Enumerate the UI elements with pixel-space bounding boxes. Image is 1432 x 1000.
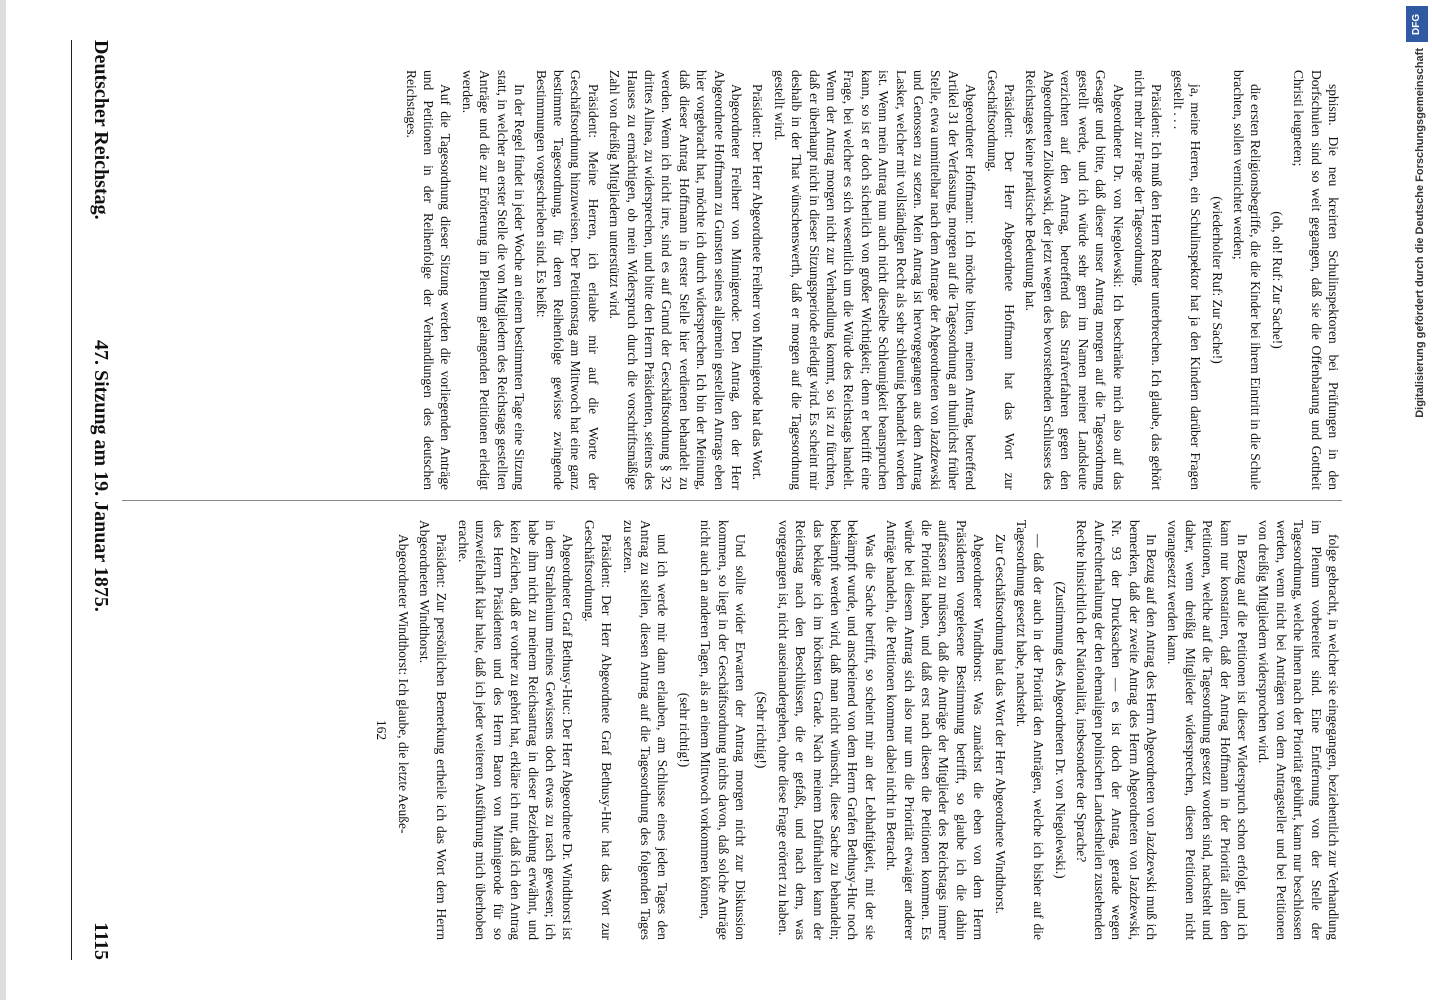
- paragraph: die ersten Religionsbegriffe, die die Kinder bei ihrem Eintritt in die Schule brachten, sollen vernichtet werden;: [1230, 70, 1264, 490]
- paragraph: folge gebracht, in welcher sie eingegangen, beziehentlich zur Verhandlung im Plenum vorbereitet sind. Eine Entfernung von der Stelle der Tagesordnung, welche ihnen nach der Priorität gebührt, kann nur beschlossen werden, wenn nicht bei Anträgen von dem Antragsteller und bei Petitionen von dreißig Mitgliedern widersprochen wird.: [1256, 520, 1341, 940]
- header-title: 47. Sitzung am 19. Januar 1875.: [90, 340, 112, 612]
- paragraph: — daß der auch in der Priorität den Anträgen, welche ich bisher auf die Tagesordnung gesetzt habe, nachsteht.: [1014, 520, 1047, 940]
- header-left: Deutscher Reichstag.: [90, 40, 112, 220]
- paragraph: und ich werde mir dann erlauben, am Schlusse eines jeden Tages den Antrag zu stellen, diesen Antrag auf die Tagesordnung des folgenden Tages zu setzen.: [620, 520, 671, 940]
- interjection: (oh, oh! Ruf: Zur Sache!): [1269, 211, 1285, 349]
- paragraph: Auf die Tagesordnung dieser Sitzung werden die vorliegenden Anträge und Petitionen in der Reihenfolge der Verhandlungen des deutschen Reichstages.: [403, 70, 454, 490]
- header-rule: [71, 40, 72, 960]
- paragraph: In der Regel findet in jeder Woche an einem bestimmten Tage eine Sitzung statt, in welcher an erster Stelle die von Mitgliedern des Reichstags gestellten Anträge und die zur Erörterung im Plenum gelangenden Petitionen erledigt werden.: [459, 70, 528, 490]
- interjection: (Zustimmung des Abgeordneten Dr. von Niegolewski.): [1052, 581, 1068, 879]
- paragraph: Und sollte wider Erwarten der Antrag morgen nicht zur Diskussion kommen, so liegt in der Geschäftsordnung nichts davon, daß solche Anträge nicht auch an anderen Tagen, als an einem Mittwoch vorkommen können,: [698, 520, 748, 940]
- paragraph: Präsident: Zur persönlichen Bemerkung ertheile ich das Wort dem Herrn Abgeordneten Windthorst.: [417, 520, 450, 940]
- paragraph: Abgeordneter Windthorst: Ich glaube, die letzte Aeuße-: [395, 534, 411, 834]
- paragraph: Präsident: Der Herr Abgeordnete Graf Bethusy-Huc hat das Wort zur Geschäftsordnung.: [581, 520, 615, 940]
- paragraph: Abgeordneter Windthorst: Was zunächst die eben von dem Herrn Präsidenten vorgelesene Bestimmung betrifft, so glaube ich die dahin auffassen zu müssen, daß die Anträge der Mitglieder des Reichstags immer die Priorität haben, und daß erst nach diesen die Petitionen kommen. Es würde bei diesem Antrag sich also nur um die Priorität etwaiger anderer Anträge handeln, die Petitionen kommen dabei nicht in Betracht.: [884, 520, 987, 940]
- sheet-number: 162: [374, 719, 390, 741]
- digitization-sidebar: [1402, 0, 1432, 1000]
- paragraph: Abgeordneter Hoffmann: Ich möchte bitten, meinen Antrag, betreffend Artikel 31 der Verfassung, morgen auf die Tagesordnung an thunlichst früher Stelle, etwa unmittelbar nach dem Antrage der Abgeordneten von Jazdzewski und Genossen zu setzen. Mein Antrag ist hervorgegangen aus dem Antrag Lasker, welcher mit vollständigen Recht als sehr schleunig behandelt worden ist. Wenn mein Antrag nun auch nicht dieselbe Schleunigkeit beanspruchen kann, so ist er doch sicherlich von großer Wichtigkeit; denn er betrifft eine Frage, bei welcher es sich wesentlich um die Würde des Reichstags handelt. Wenn der Antrag morgen nicht zur Verhandlung kommt, so ist zu fürchten, daß er überhaupt nicht in dieser Sitzungsperiode erledigt wird. Es scheint mir deshalb in der That wünschenswerth, daß er morgen auf die Tagesordnung gestellt wird.: [771, 70, 979, 490]
- paragraph: Abgeordneter Dr. von Niegolewski: Ich beschränke mich also auf das Gesagte und bitte, daß dieser unser Antrag morgen auf die Tagesordnung gestellt werde, und ich würde sehr gern im Namen meiner Landsleute verzichten auf den Antrag, betreffend das Strafverfahren gegen den Abgeordneten Ziolkowski, der jetzt wegen des bevorstehenden Schlusses des Reichstages keine praktische Bedeutung hat.: [1023, 70, 1126, 490]
- interjection: (Sehr richtig!): [754, 691, 770, 769]
- paragraph: Zur Geschäftsordnung hat das Wort der Herr Abgeordnete Windthorst.: [992, 534, 1008, 914]
- page-number: 1115: [90, 922, 112, 960]
- column-left: [122, 70, 1342, 490]
- digitization-credit: Digitalisierung gefördert durch die Deutsche Forschungsgemeinschaft: [1414, 48, 1426, 418]
- paragraph: ja, meine Herren, ein Schulinspektor hat ja den Kindern darüber Fragen gestellt . . .: [1170, 70, 1204, 490]
- paragraph: In Bezug auf den Antrag des Herrn Abgeordneten von Jazdzewski muß ich bemerken, daß der zweite Antrag des Herrn Abgeordneten von Jazdzewski, Nr. 93 der Drucksachen — es ist doch der Antrag, gerade wegen Aufrechterhaltung der den ehemaligen polnischen Landestheilen zustehenden Rechte hinsichtlich der Nationalität, insbesondere der Sprache?: [1074, 520, 1159, 940]
- paragraph: Präsident: Meine Herren, ich erlaube mir auf die Worte der Geschäftsordnung hinzuweisen. Der Petitionstag am Mittwoch hat eine ganz bestimmte Tagesordnung, für deren Reihenfolge gewisse zwingende Bestimmungen vorgeschrieben sind. Es heißt:: [533, 70, 601, 490]
- paragraph: Präsident: Der Herr Abgeordnete Freiherr von Minnigerode hat das Wort.: [750, 84, 766, 481]
- paragraph: Abgeordneter Freiherr von Minnigerode: Den Antrag, den der Herr Abgeordnete Hoffmann zu Gunsten seines allgemein gestellten Antrags eben hier vorgebracht hat, möchte ich durch widersprechen. Ich bin der Meinung, daß dieser Antrag Hoffmann in erster Stelle hier verdienen behandelt zu werden. Wenn ich nicht irre, sind es auf Grund der Geschäftsordnung § 32 drittes Alinea, zu widersprechen, und bitte den Herrn Präsidenten, seitens des Hauses zu ermächtigen, ob mein Widerspruch durch die vorschriftsmäßige Zahl von dreißig Mitgliedern unterstützt wird.: [607, 70, 744, 490]
- column-divider: [122, 500, 1342, 501]
- dfg-logo: DFG: [1406, 6, 1428, 42]
- paragraph: Was die Sache betrifft, so scheint mir an der Lebhaftigkeit, mit der sie bekämpft wurde, und anscheinend von dem Herrn Grafen Bethusy-Huc noch bekämpft werden wird, daß man nicht wünscht, diese Sache zu behandeln; das beklage ich im höchsten Grade. Nach meinem Dafürhalten kann der Reichstag nach den Beschlüssen, die er gefaßt, und nach dem, was vorgegangen ist, nicht auseinandergehen, ohne diese Frage erörtert zu haben.: [775, 520, 878, 940]
- interjection: (sehr richtig!): [676, 692, 692, 768]
- paragraph: sphism. Die neu kreirten Schulinspektoren bei Prüfungen in den Dorfschulen sind so weit gegangen, daß sie die Offenbarung und Gottheit Christi leugneten;: [1291, 70, 1341, 490]
- paragraph: Präsident: Der Herr Abgeordnete Hoffmann hat das Wort zur Geschäftsordnung.: [984, 70, 1018, 490]
- column-right: [122, 520, 1342, 940]
- interjection: (wiederholter Ruf: Zur Sache!): [1209, 196, 1225, 364]
- paragraph: Präsident: Ich muß den Herrn Redner unterbrechen. Ich glaube, das gehört nicht mehr zur Frage der Tagesordnung.: [1131, 70, 1165, 490]
- page-header: [72, 40, 112, 960]
- paragraph: In Bezug auf die Petitionen ist dieser Widerspruch schon erfolgt, und ich kann nur konstatiren, daß der Antrag Hoffmann in der Priorität allen den Petitionen, welche auf die Tagesordnung gesetzt worden sind, nachsteht und daher, wenn dreißig Mitglieder widersprechen, diesen Petitionen nicht vorangesetzt werden kann.: [1165, 520, 1250, 940]
- paragraph: Abgeordneter Graf Bethusy-Huc: Der Herr Abgeordnete Dr. Windthorst ist in dem Strahlenium meines Gewissens doch etwas zu rasch gewesen; ich habe ihm nicht zu meinem Reichsantrag in dieser Beziehung erwähnt, und kein Zeichen, daß er vorher zu gehört hat, erkläre ich nur, daß ich den Antrag des Herrn Präsidenten und des Herrn Baron von Minnigerode für so unzweifelhaft klar halte, daß ich jeder weiteren Ausführung mich überhoben erachte.: [455, 520, 576, 940]
